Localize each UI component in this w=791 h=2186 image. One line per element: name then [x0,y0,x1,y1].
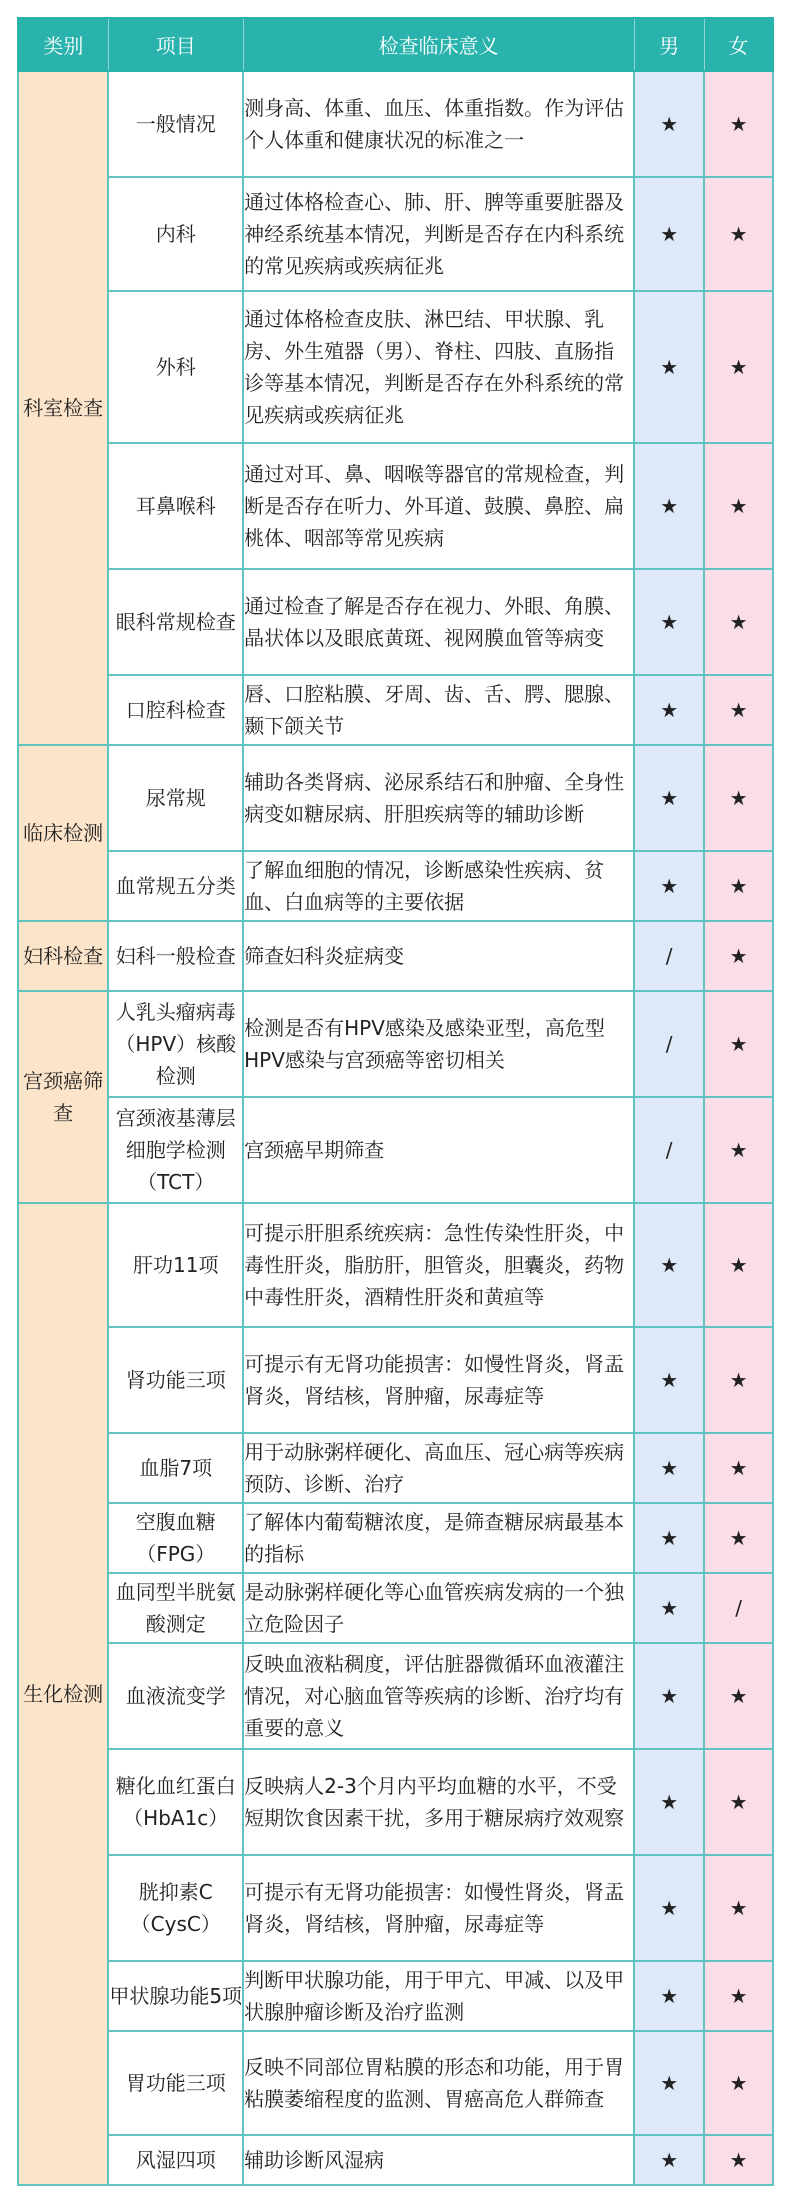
male-applicable-mark: / [634,991,704,1097]
item-name-cell: 糖化血红蛋白（HbA1c） [108,1749,243,1855]
item-name-cell: 眼科常规检查 [108,569,243,675]
table-row [18,1433,773,1503]
category-cell: 临床检测 [18,745,108,921]
table-row [18,1855,773,1961]
item-name-cell: 胱抑素C（CysC） [108,1855,243,1961]
male-applicable-mark: ★ [634,1503,704,1573]
header-item: 项目 [108,18,243,71]
male-applicable-mark: ★ [634,1855,704,1961]
category-cell: 生化检测 [18,1203,108,2185]
clinical-meaning-cell: 可提示肝胆系统疾病：急性传染性肝炎，中毒性肝炎，脂肪肝，胆管炎，胆囊炎，药物中毒性肝炎，酒精性肝炎和黄疸等 [243,1203,634,1327]
clinical-meaning-cell: 了解血细胞的情况，诊断感染性疾病、贫血、白血病等的主要依据 [243,851,634,921]
table-row [18,71,773,177]
item-name-cell: 内科 [108,177,243,291]
female-applicable-mark: ★ [704,443,773,569]
item-name-cell: 耳鼻喉科 [108,443,243,569]
female-applicable-mark: ★ [704,71,773,177]
item-name-cell: 肝功11项 [108,1203,243,1327]
item-name-cell: 外科 [108,291,243,443]
item-name-cell: 肾功能三项 [108,1327,243,1433]
male-applicable-mark: ★ [634,1749,704,1855]
clinical-meaning-cell: 通过对耳、鼻、咽喉等器官的常规检查，判断是否存在听力、外耳道、鼓膜、鼻腔、扁桃体、咽部等常见疾病 [243,443,634,569]
female-applicable-mark: ★ [704,2031,773,2135]
table-row [18,1749,773,1855]
table-row [18,1643,773,1749]
clinical-meaning-cell: 可提示有无肾功能损害：如慢性肾炎，肾盂肾炎，肾结核，肾肿瘤，尿毒症等 [243,1327,634,1433]
female-applicable-mark: ★ [704,1749,773,1855]
item-name-cell: 口腔科检查 [108,675,243,745]
clinical-meaning-cell: 用于动脉粥样硬化、高血压、冠心病等疾病预防、诊断、治疗 [243,1433,634,1503]
female-applicable-mark: / [704,1573,773,1643]
female-applicable-mark: ★ [704,1327,773,1433]
female-applicable-mark: ★ [704,921,773,991]
table-row [18,443,773,569]
item-name-cell: 一般情况 [108,71,243,177]
header-meaning: 检查临床意义 [243,18,634,71]
male-applicable-mark: ★ [634,1573,704,1643]
item-name-cell: 人乳头瘤病毒（HPV）核酸检测 [108,991,243,1097]
female-applicable-mark: ★ [704,745,773,851]
clinical-meaning-cell: 筛查妇科炎症病变 [243,921,634,991]
table-row [18,1961,773,2031]
clinical-meaning-cell: 通过检查了解是否存在视力、外眼、角膜、晶状体以及眼底黄斑、视网膜血管等病变 [243,569,634,675]
header-female: 女 [704,18,773,71]
clinical-meaning-cell: 辅助各类肾病、泌尿系结石和肿瘤、全身性病变如糖尿病、肝胆疾病等的辅助诊断 [243,745,634,851]
table-row [18,675,773,745]
male-applicable-mark: ★ [634,851,704,921]
item-name-cell: 血同型半胱氨酸测定 [108,1573,243,1643]
header-category: 类别 [18,18,108,71]
table-row [18,291,773,443]
category-cell: 宫颈癌筛查 [18,991,108,1203]
clinical-meaning-cell: 可提示有无肾功能损害：如慢性肾炎，肾盂肾炎，肾结核，肾肿瘤，尿毒症等 [243,1855,634,1961]
table-row [18,2031,773,2135]
table-row [18,921,773,991]
clinical-meaning-cell: 反映病人2-3个月内平均血糖的水平，不受短期饮食因素干扰，多用于糖尿病疗效观察 [243,1749,634,1855]
female-applicable-mark: ★ [704,2135,773,2185]
table-row [18,1203,773,1327]
item-name-cell: 血液流变学 [108,1643,243,1749]
female-applicable-mark: ★ [704,177,773,291]
female-applicable-mark: ★ [704,1503,773,1573]
female-applicable-mark: ★ [704,1961,773,2031]
female-applicable-mark: ★ [704,1203,773,1327]
item-name-cell: 风湿四项 [108,2135,243,2185]
male-applicable-mark: ★ [634,1203,704,1327]
male-applicable-mark: ★ [634,443,704,569]
item-name-cell: 胃功能三项 [108,2031,243,2135]
item-name-cell: 甲状腺功能5项 [108,1961,243,2031]
clinical-meaning-cell: 唇、口腔粘膜、牙周、齿、舌、腭、腮腺、颞下颌关节 [243,675,634,745]
male-applicable-mark: ★ [634,2135,704,2185]
table-row [18,991,773,1097]
clinical-meaning-cell: 辅助诊断风湿病 [243,2135,634,2185]
table-row [18,2135,773,2185]
female-applicable-mark: ★ [704,1643,773,1749]
male-applicable-mark: / [634,921,704,991]
item-name-cell: 尿常规 [108,745,243,851]
male-applicable-mark: / [634,1097,704,1203]
item-name-cell: 妇科一般检查 [108,921,243,991]
clinical-meaning-cell: 检测是否有HPV感染及感染亚型，高危型HPV感染与宫颈癌等密切相关 [243,991,634,1097]
header-male: 男 [634,18,704,71]
item-name-cell: 血常规五分类 [108,851,243,921]
female-applicable-mark: ★ [704,1097,773,1203]
table-row [18,1573,773,1643]
female-applicable-mark: ★ [704,675,773,745]
clinical-meaning-cell: 反映不同部位胃粘膜的形态和功能，用于胃粘膜萎缩程度的监测、胃癌高危人群筛查 [243,2031,634,2135]
male-applicable-mark: ★ [634,1961,704,2031]
category-cell: 妇科检查 [18,921,108,991]
table-row [18,1327,773,1433]
table-row [18,1097,773,1203]
male-applicable-mark: ★ [634,1433,704,1503]
clinical-meaning-cell: 判断甲状腺功能，用于甲亢、甲减、以及甲状腺肿瘤诊断及治疗监测 [243,1961,634,2031]
female-applicable-mark: ★ [704,991,773,1097]
male-applicable-mark: ★ [634,71,704,177]
male-applicable-mark: ★ [634,1327,704,1433]
clinical-meaning-cell: 宫颈癌早期筛查 [243,1097,634,1203]
clinical-meaning-cell: 是动脉粥样硬化等心血管疾病发病的一个独立危险因子 [243,1573,634,1643]
table-row [18,569,773,675]
exam-items-table [17,17,774,2186]
male-applicable-mark: ★ [634,177,704,291]
table-row [18,1503,773,1573]
table-row [18,851,773,921]
table-row [18,177,773,291]
male-applicable-mark: ★ [634,2031,704,2135]
clinical-meaning-cell: 反映血液粘稠度，评估脏器微循环血液灌注情况，对心脑血管等疾病的诊断、治疗均有重要的意义 [243,1643,634,1749]
female-applicable-mark: ★ [704,569,773,675]
item-name-cell: 宫颈液基薄层细胞学检测（TCT） [108,1097,243,1203]
clinical-meaning-cell: 测身高、体重、血压、体重指数。作为评估个人体重和健康状况的标准之一 [243,71,634,177]
male-applicable-mark: ★ [634,291,704,443]
item-name-cell: 空腹血糖（FPG） [108,1503,243,1573]
category-cell: 科室检查 [18,71,108,745]
table-row [18,745,773,851]
female-applicable-mark: ★ [704,851,773,921]
clinical-meaning-cell: 通过体格检查皮肤、淋巴结、甲状腺、乳房、外生殖器（男）、脊柱、四肢、直肠指诊等基本情况，判断是否存在外科系统的常见疾病或疾病征兆 [243,291,634,443]
female-applicable-mark: ★ [704,1855,773,1961]
male-applicable-mark: ★ [634,1643,704,1749]
male-applicable-mark: ★ [634,675,704,745]
item-name-cell: 血脂7项 [108,1433,243,1503]
male-applicable-mark: ★ [634,745,704,851]
clinical-meaning-cell: 了解体内葡萄糖浓度，是筛查糖尿病最基本的指标 [243,1503,634,1573]
table-body [18,71,773,2185]
clinical-meaning-cell: 通过体格检查心、肺、肝、脾等重要脏器及神经系统基本情况，判断是否存在内科系统的常见疾病或疾病征兆 [243,177,634,291]
female-applicable-mark: ★ [704,1433,773,1503]
male-applicable-mark: ★ [634,569,704,675]
female-applicable-mark: ★ [704,291,773,443]
header-row [18,18,773,71]
